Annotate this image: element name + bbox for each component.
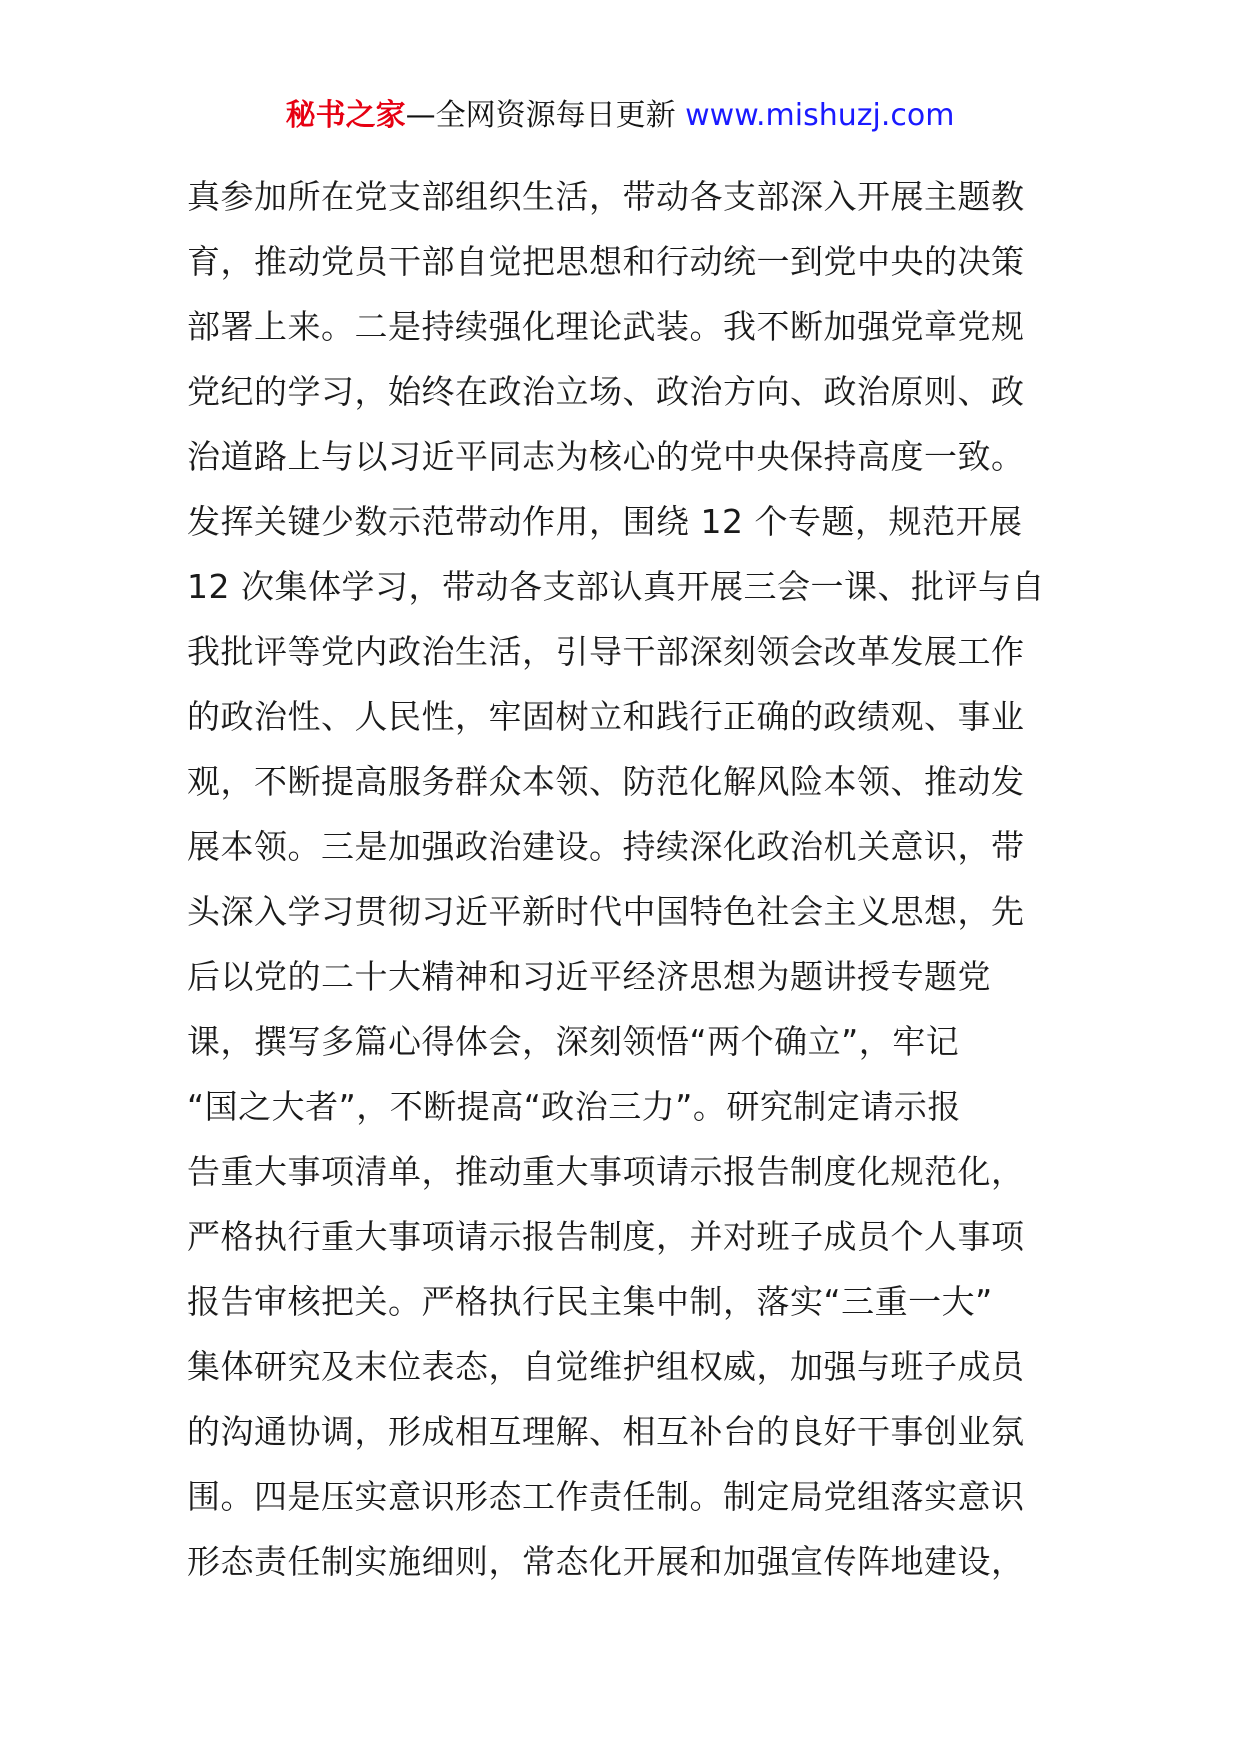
body-text [187,164,1067,1594]
text-line: 育，推动党员干部自觉把思想和行动统一到党中央的决策 [187,242,1025,281]
text-line: 课，撰写多篇心得体会，深刻领悟“两个确立”，牢记 [187,1022,960,1061]
text-line: “国之大者”，不断提高“政治三力”。研究制定请示报 [187,1087,961,1126]
text-line: 严格执行重大事项请示报告制度，并对班子成员个人事项 [187,1217,1025,1256]
text-line: 真参加所在党支部组织生活，带动各支部深入开展主题教 [187,177,1025,216]
text-line: 部署上来。二是持续强化理论武装。我不断加强党章党规 [187,307,1025,346]
page-header [0,96,1240,136]
text-line: 头深入学习贯彻习近平新时代中国特色社会主义思想，先 [187,892,1025,931]
text-line: 12 次集体学习，带动各支部认真开展三会一课、批评与自 [187,567,1045,606]
text-line: 我批评等党内政治生活，引导干部深刻领会改革发展工作 [187,632,1025,671]
text-line: 围。四是压实意识形态工作责任制。制定局党组落实意识 [187,1477,1025,1516]
text-line: 告重大事项清单，推动重大事项请示报告制度化规范化， [187,1152,1025,1191]
header-tagline: —全网资源每日更新 [405,98,686,133]
text-line: 形态责任制实施细则，常态化开展和加强宣传阵地建设， [187,1542,1025,1581]
text-line: 观，不断提高服务群众本领、防范化解风险本领、推动发 [187,762,1025,801]
text-line: 党纪的学习，始终在政治立场、政治方向、政治原则、政 [187,372,1025,411]
text-line: 报告审核把关。严格执行民主集中制，落实“三重一大” [187,1282,993,1321]
text-line: 治道路上与以习近平同志为核心的党中央保持高度一致。 [187,437,1025,476]
text-line: 展本领。三是加强政治建设。持续深化政治机关意识，带 [187,827,1025,866]
text-line: 发挥关键少数示范带动作用，围绕 12 个专题，规范开展 [187,502,1023,541]
text-line: 集体研究及末位表态，自觉维护组权威，加强与班子成员 [187,1347,1025,1386]
text-line: 后以党的二十大精神和习近平经济思想为题讲授专题党 [187,957,991,996]
text-line: 的政治性、人民性，牢固树立和践行正确的政绩观、事业 [187,697,1025,736]
brand-name: 秘书之家 [285,98,406,133]
text-line: 的沟通协调，形成相互理解、相互补台的良好干事创业氛 [187,1412,1025,1451]
website-link[interactable]: www.mishuzj.com [685,98,955,133]
